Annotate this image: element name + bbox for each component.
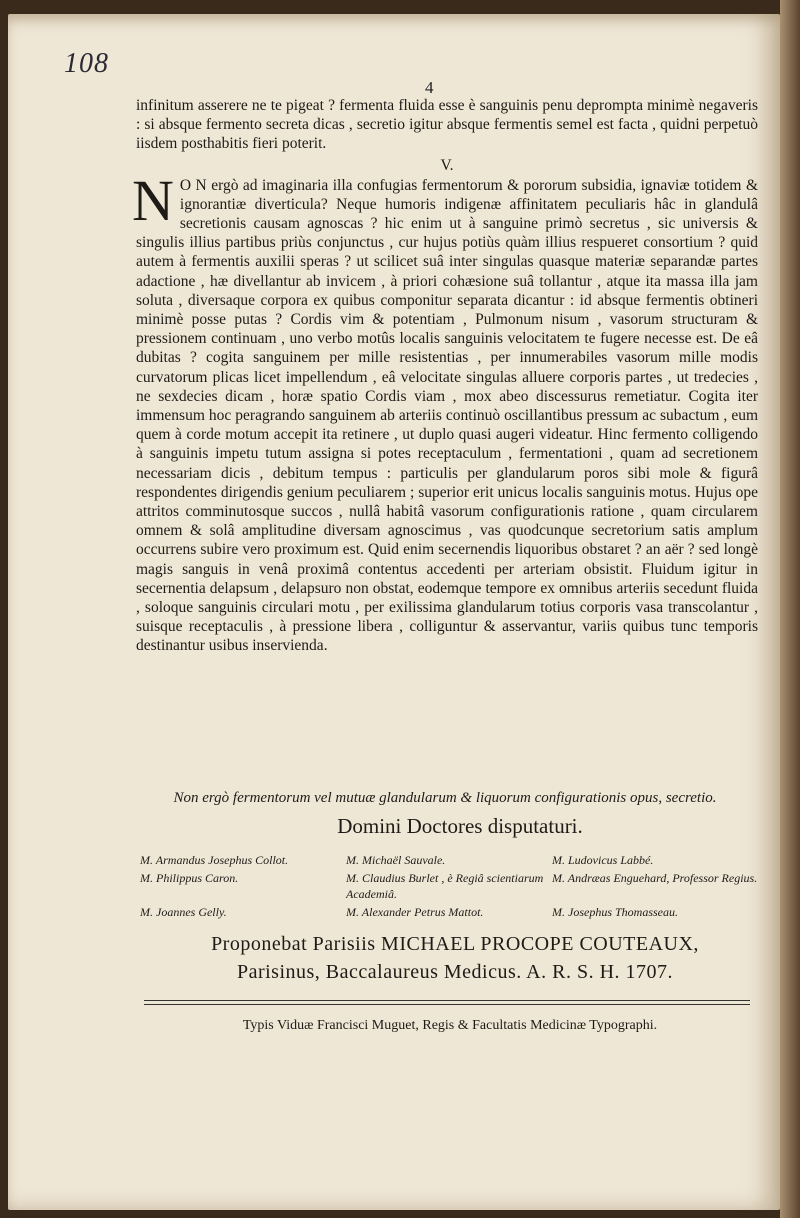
main-paragraph-text: O N ergò ad imaginaria illa confugias fermentorum & pororum subsidia, ignaviæ totidem & ignorantiæ diverticula? Neque humoris indigenæ affinitatem peculiaris hâc in glandulâ secretionis causam agnoscas ? hic enim ut à sanguine primò secretus , sic universis & singulis illius partibus priùs conjunctus , cur hujus potiùs quàm illius respueret consortium ? quid autem à fermentis auxilii speras ? ut scilicet suâ inter singulas quasque materiæ separandæ partes adactione , hæ divellantur ab invicem , à priori cohæsione suâ tollantur , atque ita massa illa jam soluta , diversaque corpora ex quibus componitur separata dicantur : id absque fermentis obtineri minimè posse putas ? Cordis vim & potentiam , Pulmonum nisum , vasorum structuram & pressionem continuam , uno verbo motûs localis sanguinis velocitatem te fugere necesse est. De eâ dubitas ? cogita sanguinem per mille resistentias , per innumerabiles vasorum mille modis curvatorum plicas licet impellendum , eâ velocitate singulas alluere corporis partes , ut tredecies , ne sexdecies dicam , horæ spatio Cordis viam , mox abeo discessurus remetiatur. Cogita iter immensum hoc peragrando sanguinem ab arteriis continuò oscillantibus pressum ac subactum , eum quem à corde motum accepit ita retinere , ut duplo quasi augeri videatur. Hinc fermento colligendo à sanguinis impetu tutum assigna si potes receptaculum , fermentationi , quam ad secretionem necessariam dicis , debitum tempus : particulis per glandularum poros sibi mole & figurâ respondentes dirigendis genium peculiarem ; superior erit unicus localis sanguinis motus. Hujus ope attritos comminutosque succos , nullâ habitâ vasorum configurationis ratione , quam circularem omnem & solâ amplitudine diversam agnoscimus , vas quodcunque secretorium satis amplum occurrens subire vero proximum est. Quid enim secernendis liquoribus obstaret ? an aër ? sed longè magis sanguis in venâ proximâ contentus accedenti per arteriam obsistit. Fluidum igitur in secernentia delapsum , delapsuro non obstat, eodemque tempore ex omnibus arteriis secedunt fluida , soloque sanguinis circulari motu , per exilissima glandularum totius corporis vasa transcolantur , suisque receptaculis , à pressione libera , colliguntur & asservantur, variis quibus tunc temporis destinantur usibus inservienda. [136,176,758,655]
doctor-name: M. Philippus Caron. [140,871,239,885]
doctor-name: M. Armandus Josephus Collot. [140,853,289,867]
doctors-list [140,852,760,920]
printer-imprint: Typis Viduæ Francisci Muguet, Regis & Facultatis Medicinæ Typographi. [242,1018,658,1033]
opening-paragraph: infinitum asserere ne te pigeat ? fermenta fluida esse è sanguinis penu deprompta minimè negaveris : si absque fermento secreta dicas , secretio igitur absque fermentis semel est facta , quidni perpetuò iisdem posthabitis fieri poterit. [136,97,758,153]
doctor-name: M. Alexander Petrus Mattot. [346,905,484,919]
handwritten-page-number: 108 [64,48,109,79]
section-number: V. [440,156,454,174]
doctor-name: M. Joannes Gelly. [140,905,227,919]
doctors-heading: Domini Doctores disputaturi. [337,814,583,838]
doctor-name: M. Michaël Sauvale. [346,853,446,867]
doctor-name: M. Ludovicus Labbé. [552,853,654,867]
book-edge [780,0,800,1218]
doctor-name: M. Claudius Burlet , è Regiâ scientiarum Academiâ. [346,871,544,901]
proposer [145,930,765,986]
main-paragraph [132,167,758,656]
conclusion: Non ergò fermentorum vel mutuæ glandularum & liquorum configurationis opus, secretio. [173,790,717,806]
doctor-name: M. Josephus Thomasseau. [552,905,678,919]
doctor-name: M. Andræas Enguehard, Professor Regius. [552,871,758,885]
page-number: 4 [425,78,434,97]
body-text [132,96,758,656]
proposer-line-2: Parisinus, Baccalaureus Medicus. A. R. S. H. 1707. [236,961,674,983]
divider-rule [144,1000,750,1005]
proposer-line-1: Proponebat Parisiis MICHAEL PROCOPE COUTEAUX, [211,933,699,955]
drop-cap: N [132,167,174,233]
